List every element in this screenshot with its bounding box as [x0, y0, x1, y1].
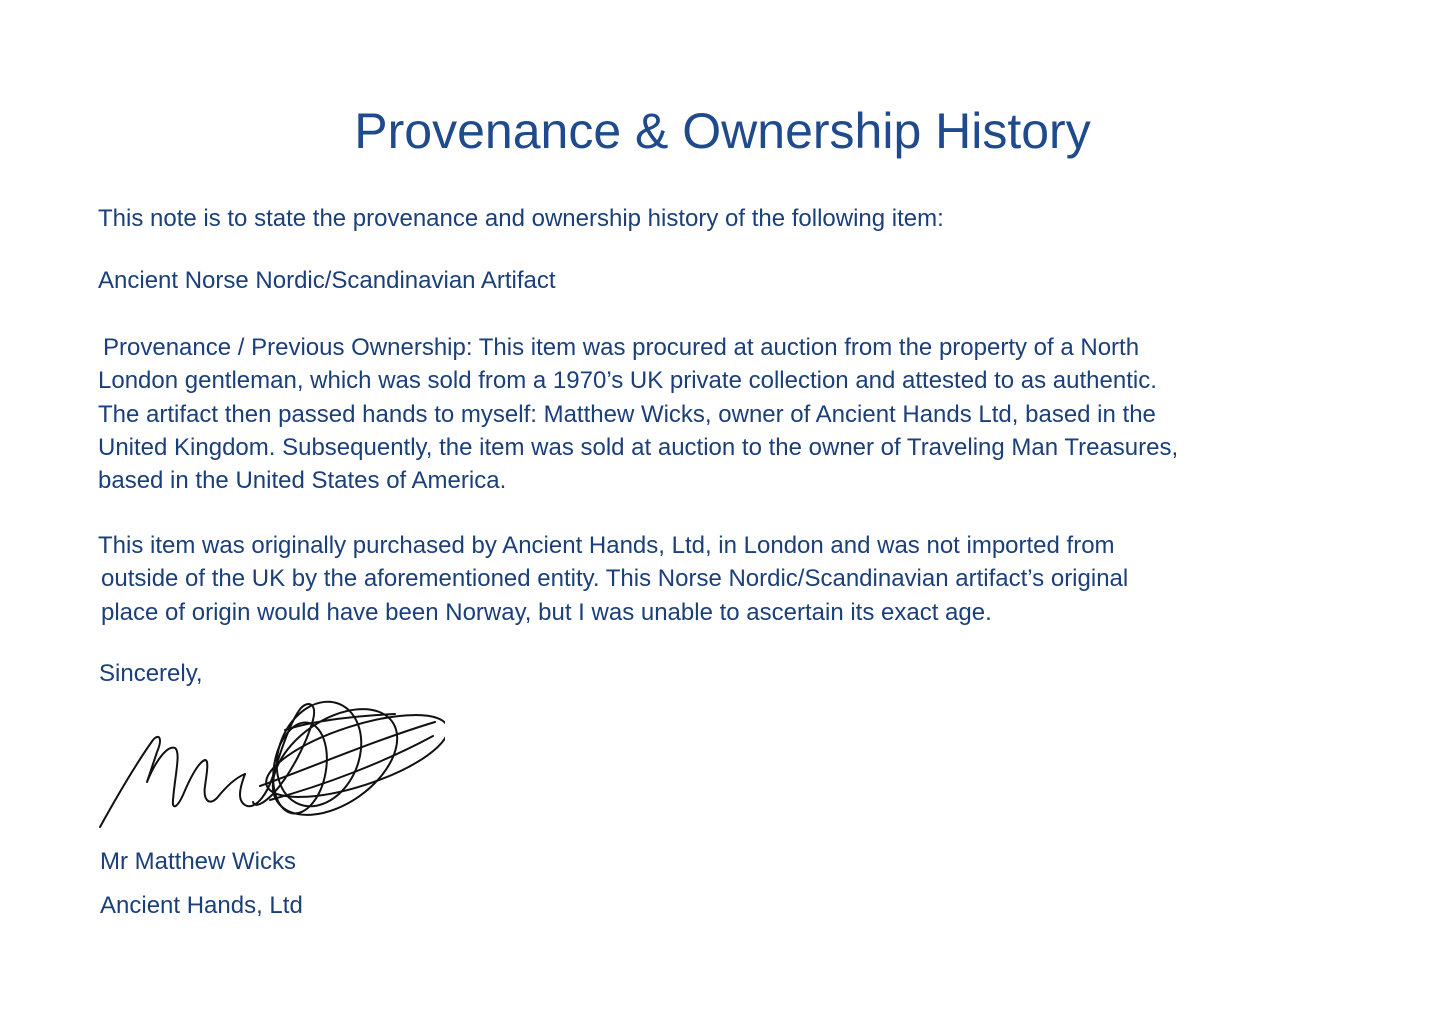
provenance-line: The artifact then passed hands to myself: Matthew Wicks, owner of Ancient Hands Ltd, based in the	[98, 400, 1156, 428]
page-title: Provenance & Ownership History	[354, 103, 1091, 159]
provenance-line: United Kingdom. Subsequently, the item was sold at auction to the owner of Traveling Man Treasures,	[98, 433, 1179, 461]
intro-text: This note is to state the provenance and ownership history of the following item:	[98, 205, 944, 232]
origin-line: place of origin would have been Norway, but I was unable to ascertain its exact age.	[101, 598, 992, 626]
origin-line: This item was originally purchased by Ancient Hands, Ltd, in London and was not imported from	[98, 532, 1115, 559]
provenance-line: based in the United States of America.	[98, 467, 507, 495]
provenance-line: Provenance / Previous Ownership: This item was procured at auction from the property of a North	[103, 334, 1140, 361]
signer-company: Ancient Hands, Ltd	[100, 892, 303, 919]
origin-paragraph	[98, 529, 1128, 629]
provenance-line: London gentleman, which was sold from a 1970’s UK private collection and attested to as authentic.	[98, 367, 1157, 395]
signer-name: Mr Matthew Wicks	[100, 848, 297, 875]
provenance-paragraph	[98, 331, 1178, 497]
origin-line: outside of the UK by the aforementioned entity. This Norse Nordic/Scandinavian artifact’s original	[101, 565, 1129, 593]
item-name: Ancient Norse Nordic/Scandinavian Artifact	[98, 267, 556, 294]
closing-text: Sincerely,	[99, 660, 203, 687]
signature-icon	[95, 690, 445, 835]
